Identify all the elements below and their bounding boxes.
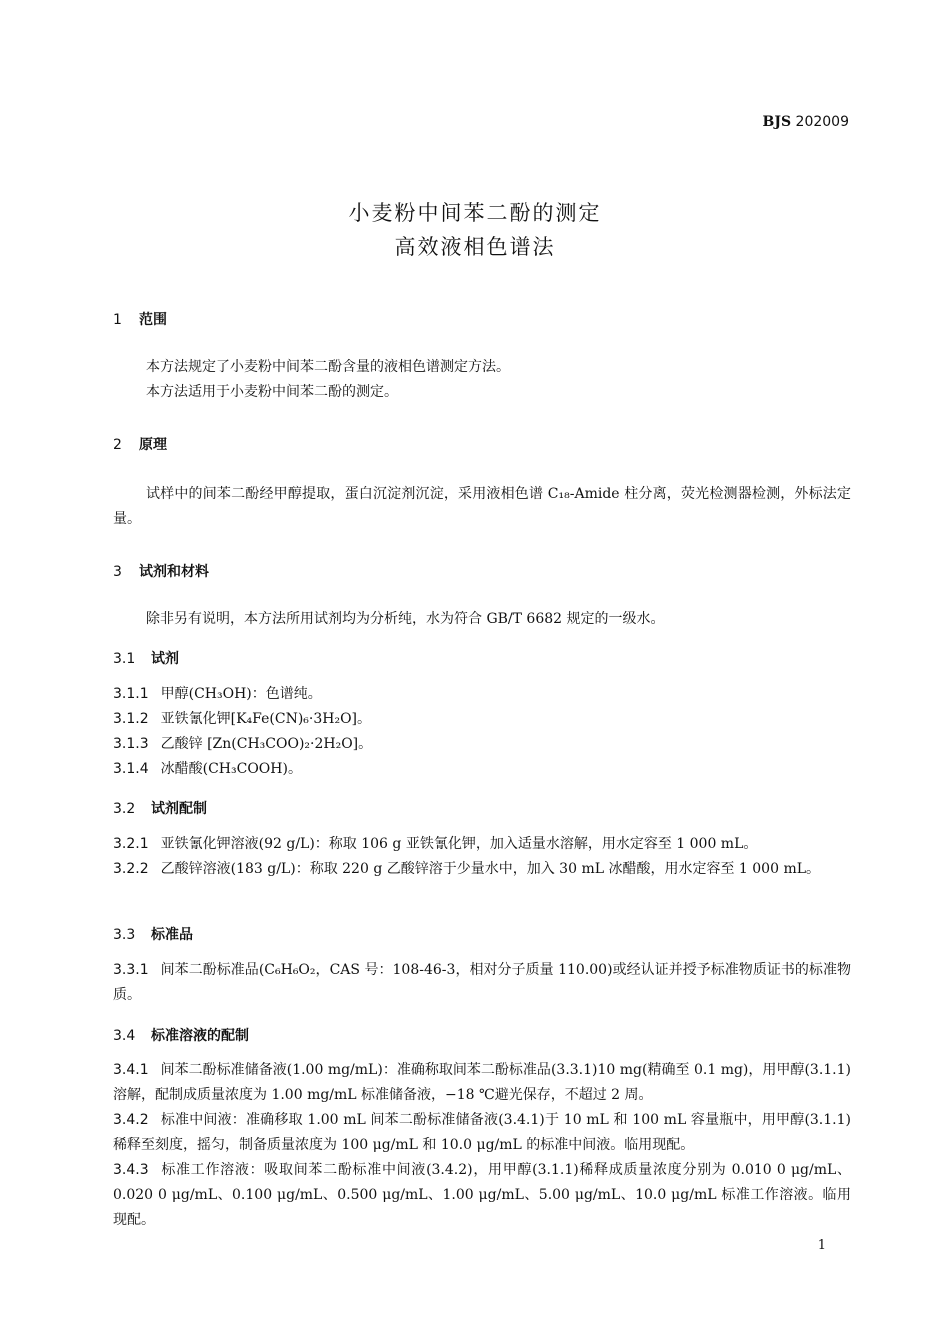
item-3-2-1: 3.2.1 亚铁氰化钾溶液(92 g/L)：称取 106 g 亚铁氰化钾，加入适量水溶解，用水定容至 1 000 mL。 [113, 836, 758, 852]
section-1-heading: 1 范围 [113, 312, 167, 328]
section-1-paragraph-2: 本方法适用于小麦粉中间苯二酚的测定。 [146, 384, 398, 400]
item-3-1-1: 3.1.1 甲醇(CH₃OH)：色谱纯。 [113, 686, 322, 702]
section-3-2-heading: 3.2 试剂配制 [113, 801, 207, 817]
item-3-1-4: 3.1.4 冰醋酸(CH₃COOH)。 [113, 761, 302, 777]
standard-prefix: BJS [762, 114, 792, 130]
document-subtitle: 高效液相色谱法 [394, 235, 556, 259]
section-3-4-heading: 3.4 标准溶液的配制 [113, 1028, 249, 1044]
item-3-1-3: 3.1.3 乙酸锌 [Zn(CH₃COO)₂·2H₂O]。 [113, 736, 373, 752]
item-3-1-2: 3.1.2 亚铁氰化钾[K₄Fe(CN)₆·3H₂O]。 [113, 711, 372, 727]
document-title: 小麦粉中间苯二酚的测定 [348, 201, 602, 225]
section-3-heading: 3 试剂和材料 [113, 564, 209, 580]
item-3-3-1: 3.3.1 间苯二酚标准品(C₆H₆O₂，CAS 号：108-46-3，相对分子质量 110.00)或经认证并授予标准物质证书的标准物质。 [113, 962, 851, 1003]
page-number: 1 [817, 1238, 826, 1253]
standard-code [763, 114, 849, 130]
section-3-3-heading: 3.3 标准品 [113, 927, 193, 943]
standard-number: 202009 [795, 114, 849, 130]
section-3-1-heading: 3.1 试剂 [113, 651, 179, 667]
item-3-2-2: 3.2.2 乙酸锌溶液(183 g/L)：称取 220 g 乙酸锌溶于少量水中，加入 30 mL 冰醋酸，用水定容至 1 000 mL。 [113, 861, 821, 877]
item-3-4-2: 3.4.2 标准中间液：准确移取 1.00 mL 间苯二酚标准储备液(3.4.1)于 10 mL 和 100 mL 容量瓶中，用甲醇(3.1.1)稀释至刻度，摇匀，制备质量浓度为 100 μg/mL 和 10.0 μg/mL 的标准中间液。临用现配。 [113, 1112, 851, 1153]
item-3-4-1: 3.4.1 间苯二酚标准储备液(1.00 mg/mL)：准确称取间苯二酚标准品(3.3.1)10 mg(精确至 0.1 mg)，用甲醇(3.1.1)溶解，配制成质量浓度为 1.00 mg/mL 标准储备液，−18 ℃避光保存，不超过 2 周。 [113, 1062, 851, 1103]
section-1-paragraph-1: 本方法规定了小麦粉中间苯二酚含量的液相色谱测定方法。 [146, 359, 510, 375]
section-2-paragraph: 试样中的间苯二酚经甲醇提取，蛋白沉淀剂沉淀，采用液相色谱 C₁₈-Amide 柱分离，荧光检测器检测，外标法定量。 [113, 486, 851, 527]
item-3-4-3: 3.4.3 标准工作溶液：吸取间苯二酚标准中间液(3.4.2)，用甲醇(3.1.1)稀释成质量浓度分别为 0.010 0 μg/mL、0.020 0 μg/mL、0.100 μg/mL、0.500 μg/mL、1.00 μg/mL、5.00 μg/mL、10.0 μg/mL 标准工作溶液。临用现配。 [113, 1162, 851, 1228]
section-2-heading: 2 原理 [113, 437, 167, 453]
section-3-paragraph: 除非另有说明，本方法所用试剂均为分析纯，水为符合 GB/T 6682 规定的一级水。 [146, 611, 665, 627]
